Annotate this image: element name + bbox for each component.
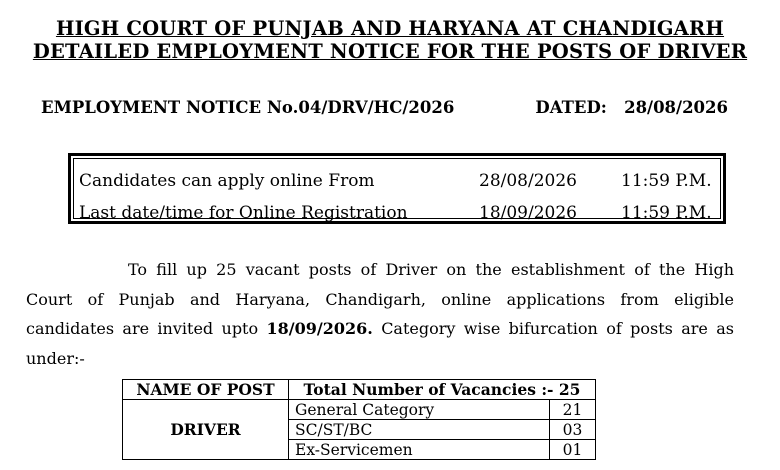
schedule-time: 11:59 P.M.: [621, 171, 712, 191]
category-name: General Category: [289, 400, 550, 420]
paragraph-last-date: 18/09/2026.: [266, 319, 373, 338]
schedule-label: Last date/time for Online Registration: [79, 203, 408, 223]
header-post: NAME OF POST: [123, 380, 289, 400]
category-count: 01: [550, 440, 596, 460]
dated-value: 28/08/2026: [624, 98, 728, 117]
notice-date: [535, 98, 728, 117]
schedule-time: 11:59 P.M.: [621, 203, 712, 223]
schedule-label: Candidates can apply online From: [79, 171, 375, 191]
category-count: 21: [550, 400, 596, 420]
paragraph-text-2: Category wise bifurcation of posts are as under:-: [26, 319, 734, 368]
court-title: HIGH COURT OF PUNJAB AND HARYANA AT CHANDIGARH: [55, 17, 725, 40]
schedule-date: 28/08/2026: [479, 171, 577, 191]
schedule-date: 18/09/2026: [479, 203, 577, 223]
schedule-row: [79, 197, 712, 229]
paragraph-text-1: To fill up 25 vacant posts of Driver on the establishment of the High Court of Punjab and Haryana, Chandigarh, online applications from eligible candidates are invited upto: [26, 260, 734, 338]
vacancy-table: [122, 379, 596, 460]
schedule-table: [79, 165, 712, 229]
post-name: DRIVER: [123, 400, 289, 460]
notice-title: DETAILED EMPLOYMENT NOTICE FOR THE POSTS OF DRIVER: [32, 40, 748, 63]
dated-label: DATED:: [535, 98, 607, 117]
header-total-vacancies: Total Number of Vacancies :- 25: [289, 380, 596, 400]
notice-paragraph: [26, 255, 734, 373]
schedule-box: [68, 153, 726, 224]
category-name: Ex-Servicemen: [289, 440, 550, 460]
schedule-row: [79, 165, 712, 197]
notice-number: EMPLOYMENT NOTICE No.04/DRV/HC/2026: [41, 98, 455, 117]
table-row: [123, 400, 596, 420]
vacancy-header-row: [123, 380, 596, 400]
category-count: 03: [550, 420, 596, 440]
category-name: SC/ST/BC: [289, 420, 550, 440]
